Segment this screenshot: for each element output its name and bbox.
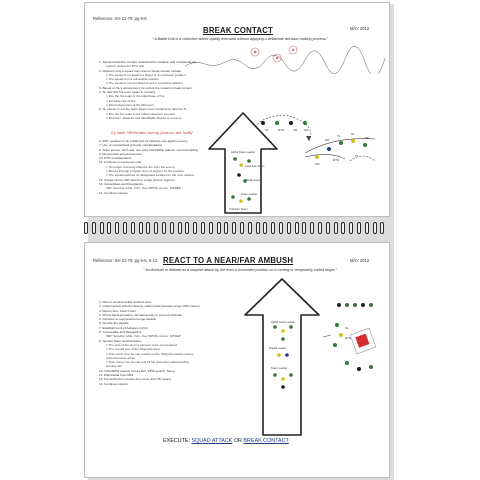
role-label-sl: SL xyxy=(345,326,349,330)
direction-of-movement-arrow xyxy=(245,279,319,435)
enemy-marker xyxy=(345,361,349,365)
step-item: □ The overall size of the Objective area xyxy=(106,347,160,352)
step-item: 9. Dismounted entry/movement xyxy=(99,151,142,156)
enemy-marker xyxy=(289,46,297,54)
step-item: 4. SL tells first fire team (team in contact): xyxy=(99,90,156,95)
step-item: □ Increase rate of fire xyxy=(106,98,136,103)
step-item: 14. Continue mission xyxy=(99,190,128,195)
binding-ring xyxy=(295,222,299,234)
step-item: options outlined in RTC drill xyxy=(106,64,144,69)
step-item: 6. SL/ASL fire signals xyxy=(99,321,129,326)
break-contact-steps-continued xyxy=(99,139,198,195)
soldier-marker xyxy=(239,163,243,167)
binding-ring xyxy=(92,222,96,234)
soldier-marker xyxy=(277,353,281,357)
binding-ring xyxy=(318,222,322,234)
soldier-marker xyxy=(261,121,265,125)
binding-ring xyxy=(263,222,267,234)
binding-ring xyxy=(302,222,306,234)
date-text: MAY 2012 xyxy=(350,258,370,263)
enemy-marker xyxy=(357,367,361,371)
step-item: 360° Security, ACE, CAC, Key WPNS, Ammo, SITREP xyxy=(106,186,181,191)
step-item: 1. Squad reacted to contact, assessed the situation and considered the xyxy=(99,60,197,64)
soldier-marker xyxy=(363,143,367,147)
label-trail-fire-team: Trail Fire Team xyxy=(229,207,248,211)
reference-text: Reference: SH 21-76, pg 6-6 xyxy=(93,16,147,21)
binding-ring xyxy=(334,222,338,234)
enemy-marker xyxy=(273,54,281,62)
execute-connector: OR xyxy=(233,438,242,444)
step-item: 1. Plan to avoid possible ambush lines xyxy=(99,300,152,304)
binding-ring xyxy=(232,222,236,234)
binding-ring xyxy=(193,222,197,234)
soldier-marker xyxy=(351,139,355,143)
label-alpha-team-leader: Alpha Team Leader xyxy=(271,320,296,324)
soldier-marker xyxy=(289,121,293,125)
binding-ring xyxy=(201,222,205,234)
execute-line xyxy=(163,438,289,444)
binding-ring xyxy=(139,222,143,234)
card-title: BREAK CONTACT xyxy=(203,26,274,35)
binding-ring xyxy=(146,222,150,234)
binding-ring xyxy=(154,222,158,234)
step-item: 3. Based on SL's assessment, he orders the squad to break contact xyxy=(99,85,192,90)
role-label-mg: MG xyxy=(365,136,370,140)
step-item: □ The squad is up against a larger or an unknown position xyxy=(106,72,186,77)
step-item: 8. Team across, LIFT-rear, use color identifiable feature, scroll formatting xyxy=(99,147,199,152)
binding-ring xyxy=(248,222,252,234)
step-item: 5. SL moves or out fire team (team not in contact) he tells the TL xyxy=(99,107,188,112)
execute-label: EXECUTE: xyxy=(163,438,190,444)
step-item: □ How much time he can remain on the Objective before enemy xyxy=(106,351,194,356)
enemy-marker xyxy=(345,303,349,307)
role-label-rto: RTO xyxy=(278,128,285,132)
soldier-marker xyxy=(233,157,237,161)
step-item: 7. Use of smoke/hand grenade considerations xyxy=(99,143,163,148)
step-item: security fail xyxy=(106,364,122,369)
binding-ring xyxy=(224,222,228,234)
binding-ring xyxy=(287,222,291,234)
card-title: REACT TO A NEAR/FAR AMBUSH xyxy=(163,256,294,265)
step-item: reinforcements arrive xyxy=(106,355,136,360)
step-item: 4. Throw hand grenades, simultaneously to prevent fratricide xyxy=(99,312,183,317)
enemy-marker xyxy=(353,303,357,307)
definition-quote: " An Ambush is defined as a surprise attack by fire from a concealed position on a moving or temporarily halted target." xyxy=(143,268,337,272)
step-item: 360° Security, ACE, CAC, Key WPNS, Ammo, SITREP xyxy=(106,334,181,339)
step-item: □ How many men he can pull off his perimeter without letting xyxy=(106,360,189,365)
soldier-marker xyxy=(239,199,243,203)
step-item: 11. Continue to maneuver until: xyxy=(99,160,142,165)
role-label-sl: SL xyxy=(351,132,355,136)
step-item: 5. Continue to suppress/converge assault xyxy=(99,317,156,322)
role-label-tl: TL xyxy=(337,134,341,138)
role-label-rto: RTO xyxy=(345,336,352,340)
binding-ring xyxy=(256,222,260,234)
label-squad-leader: Squad Leader xyxy=(269,346,287,350)
step-item: □ Fire the fire team in the initial maneuver element xyxy=(106,111,175,116)
break-contact-card xyxy=(84,2,390,217)
ambush-steps xyxy=(99,300,200,386)
soldier-marker xyxy=(237,173,241,177)
binding-ring xyxy=(170,222,174,234)
label-m2-element: M2 Element xyxy=(245,178,260,182)
step-item: □ The squad reaches its designated location for the next mission xyxy=(106,173,195,178)
step-item: 6. 360° Location to be positioned for effective use against enemy xyxy=(99,139,188,143)
step-item: 12. Squad moves 300 meters to a rally point to regroup xyxy=(99,177,175,182)
soldier-marker xyxy=(339,141,343,145)
date-text: MAY 2012 xyxy=(350,26,370,31)
binding-ring xyxy=(178,222,182,234)
binding-ring xyxy=(185,222,189,234)
soldier-marker xyxy=(281,377,285,381)
enemy-marker xyxy=(251,48,259,56)
step-item: 13. Consolidate and Reorganize xyxy=(99,181,144,186)
binding-ring xyxy=(115,222,119,234)
label-alpha-team-leader: Alpha Team Leader xyxy=(231,150,256,154)
step-item: □ The squad is in a vulnerable position xyxy=(106,77,159,82)
role-label-gr: GR xyxy=(315,162,320,166)
binding-ring xyxy=(107,222,111,234)
step-item: □ Direct placement of the M2 team xyxy=(106,102,154,107)
role-label-ar: AR xyxy=(325,138,330,142)
label-team-leader: Team Leader xyxy=(241,192,258,196)
label-lead-fire-team: Lead Fire Team xyxy=(245,164,265,168)
soldier-marker xyxy=(273,325,277,329)
soldier-marker xyxy=(247,197,251,201)
step-item: 9. Special Team considerations xyxy=(99,338,142,343)
role-label-sl: SL xyxy=(265,128,269,132)
break-contact-link[interactable]: BREAK CONTACT xyxy=(243,438,289,444)
binding-ring xyxy=(162,222,166,234)
binding-ring xyxy=(217,222,221,234)
step-item: 2. Initial Contact with the Enemy, within hand grenade range (≤35 meters) xyxy=(99,304,200,309)
step-item: 7. Establish Limit of Advance (LOA) xyxy=(99,325,148,330)
role-label-gr: GR xyxy=(304,128,309,132)
soldier-marker xyxy=(339,333,343,337)
step-item: 2. Reasons why a squad may need to break contact include: xyxy=(99,68,182,73)
binding-ring xyxy=(209,222,213,234)
binding-ring xyxy=(349,222,353,234)
spiral-binding xyxy=(82,222,392,236)
binding-ring xyxy=(271,222,275,234)
step-item: □ The size of the enemy element to be encountered xyxy=(106,342,177,347)
step-item: □ Moves through a higher level of support by fire position xyxy=(106,169,184,174)
soldier-marker xyxy=(333,343,337,347)
soldier-marker xyxy=(285,353,289,357)
break-contact-steps xyxy=(99,60,196,120)
role-label-tl: TL xyxy=(355,154,359,158)
break-contact-formation-diagram xyxy=(205,101,385,217)
soldier-marker xyxy=(315,155,319,159)
enemy-marker xyxy=(337,303,341,307)
binding-ring xyxy=(341,222,345,234)
step-item: □ Direction, distance and identifiable feature to move to xyxy=(106,115,182,120)
soldier-marker xyxy=(231,195,235,199)
step-item: 11. Withdrawal from OBJ xyxy=(99,373,134,378)
enemy-marker xyxy=(361,303,365,307)
squad-attack-link[interactable]: SQUAD ATTACK xyxy=(191,438,233,444)
soldier-marker xyxy=(247,159,251,163)
binding-ring xyxy=(326,222,330,234)
step-item: 12. Far ambush in contact from more than 35 meters xyxy=(99,377,172,382)
instructor-note: If y: name: 'Will fire team, last ring, prime run, and: 'scuffly' xyxy=(111,131,194,135)
label-team-leader: Team Leader xyxy=(271,366,288,370)
ambush-kill-zone xyxy=(350,328,376,354)
binding-ring xyxy=(100,222,104,234)
soldier-marker xyxy=(289,373,293,377)
enemy-marker xyxy=(369,365,373,369)
binding-ring xyxy=(279,222,283,234)
react-to-ambush-card xyxy=(84,242,390,478)
binding-ring xyxy=(380,222,384,234)
ambush-formation-diagram xyxy=(235,277,385,437)
binding-ring xyxy=(131,222,135,234)
definition-quote: " A Battle Drill is a collective action rapidly executed without applying a deliberate decision-making process." xyxy=(152,37,328,41)
binding-ring xyxy=(123,222,127,234)
binding-ring xyxy=(357,222,361,234)
step-item: □ The squad is not permitted to act in a decisive fashion xyxy=(106,81,183,86)
step-item: 3. Return Fire, Seek Cover xyxy=(99,308,136,313)
step-item: 8. Consolidate and Reorganize xyxy=(99,330,142,335)
enemy-position-sketch xyxy=(185,44,385,74)
soldier-marker xyxy=(335,323,339,327)
soldier-marker xyxy=(273,373,277,377)
soldier-marker xyxy=(289,325,293,329)
soldier-marker xyxy=(275,121,279,125)
step-item: 10. RTO considerations xyxy=(99,156,132,161)
soldier-marker xyxy=(303,121,307,125)
step-item: 13. Continue mission xyxy=(99,381,128,386)
step-item: 10. Initial EPW search, Aid & Litter, EPW search, Demo xyxy=(99,368,175,373)
role-label-rto: RTO xyxy=(333,158,340,162)
soldier-marker xyxy=(327,147,331,151)
binding-ring xyxy=(310,222,314,234)
soldier-marker xyxy=(281,385,285,389)
binding-ring xyxy=(84,222,88,234)
enemy-marker xyxy=(369,303,373,307)
binding-ring xyxy=(373,222,377,234)
binding-ring xyxy=(240,222,244,234)
binding-ring xyxy=(365,222,369,234)
step-item: □ Fire the fire team in the initial base of fire xyxy=(106,94,165,99)
soldier-marker xyxy=(281,329,285,333)
soldier-marker xyxy=(281,337,285,341)
role-label-ar: AR xyxy=(293,128,298,132)
step-item: □ No longer receiving effective fire from the enemy xyxy=(106,164,176,169)
reference-text: Reference: SH 21-76, pg 6-5, 6-12 xyxy=(93,258,158,263)
